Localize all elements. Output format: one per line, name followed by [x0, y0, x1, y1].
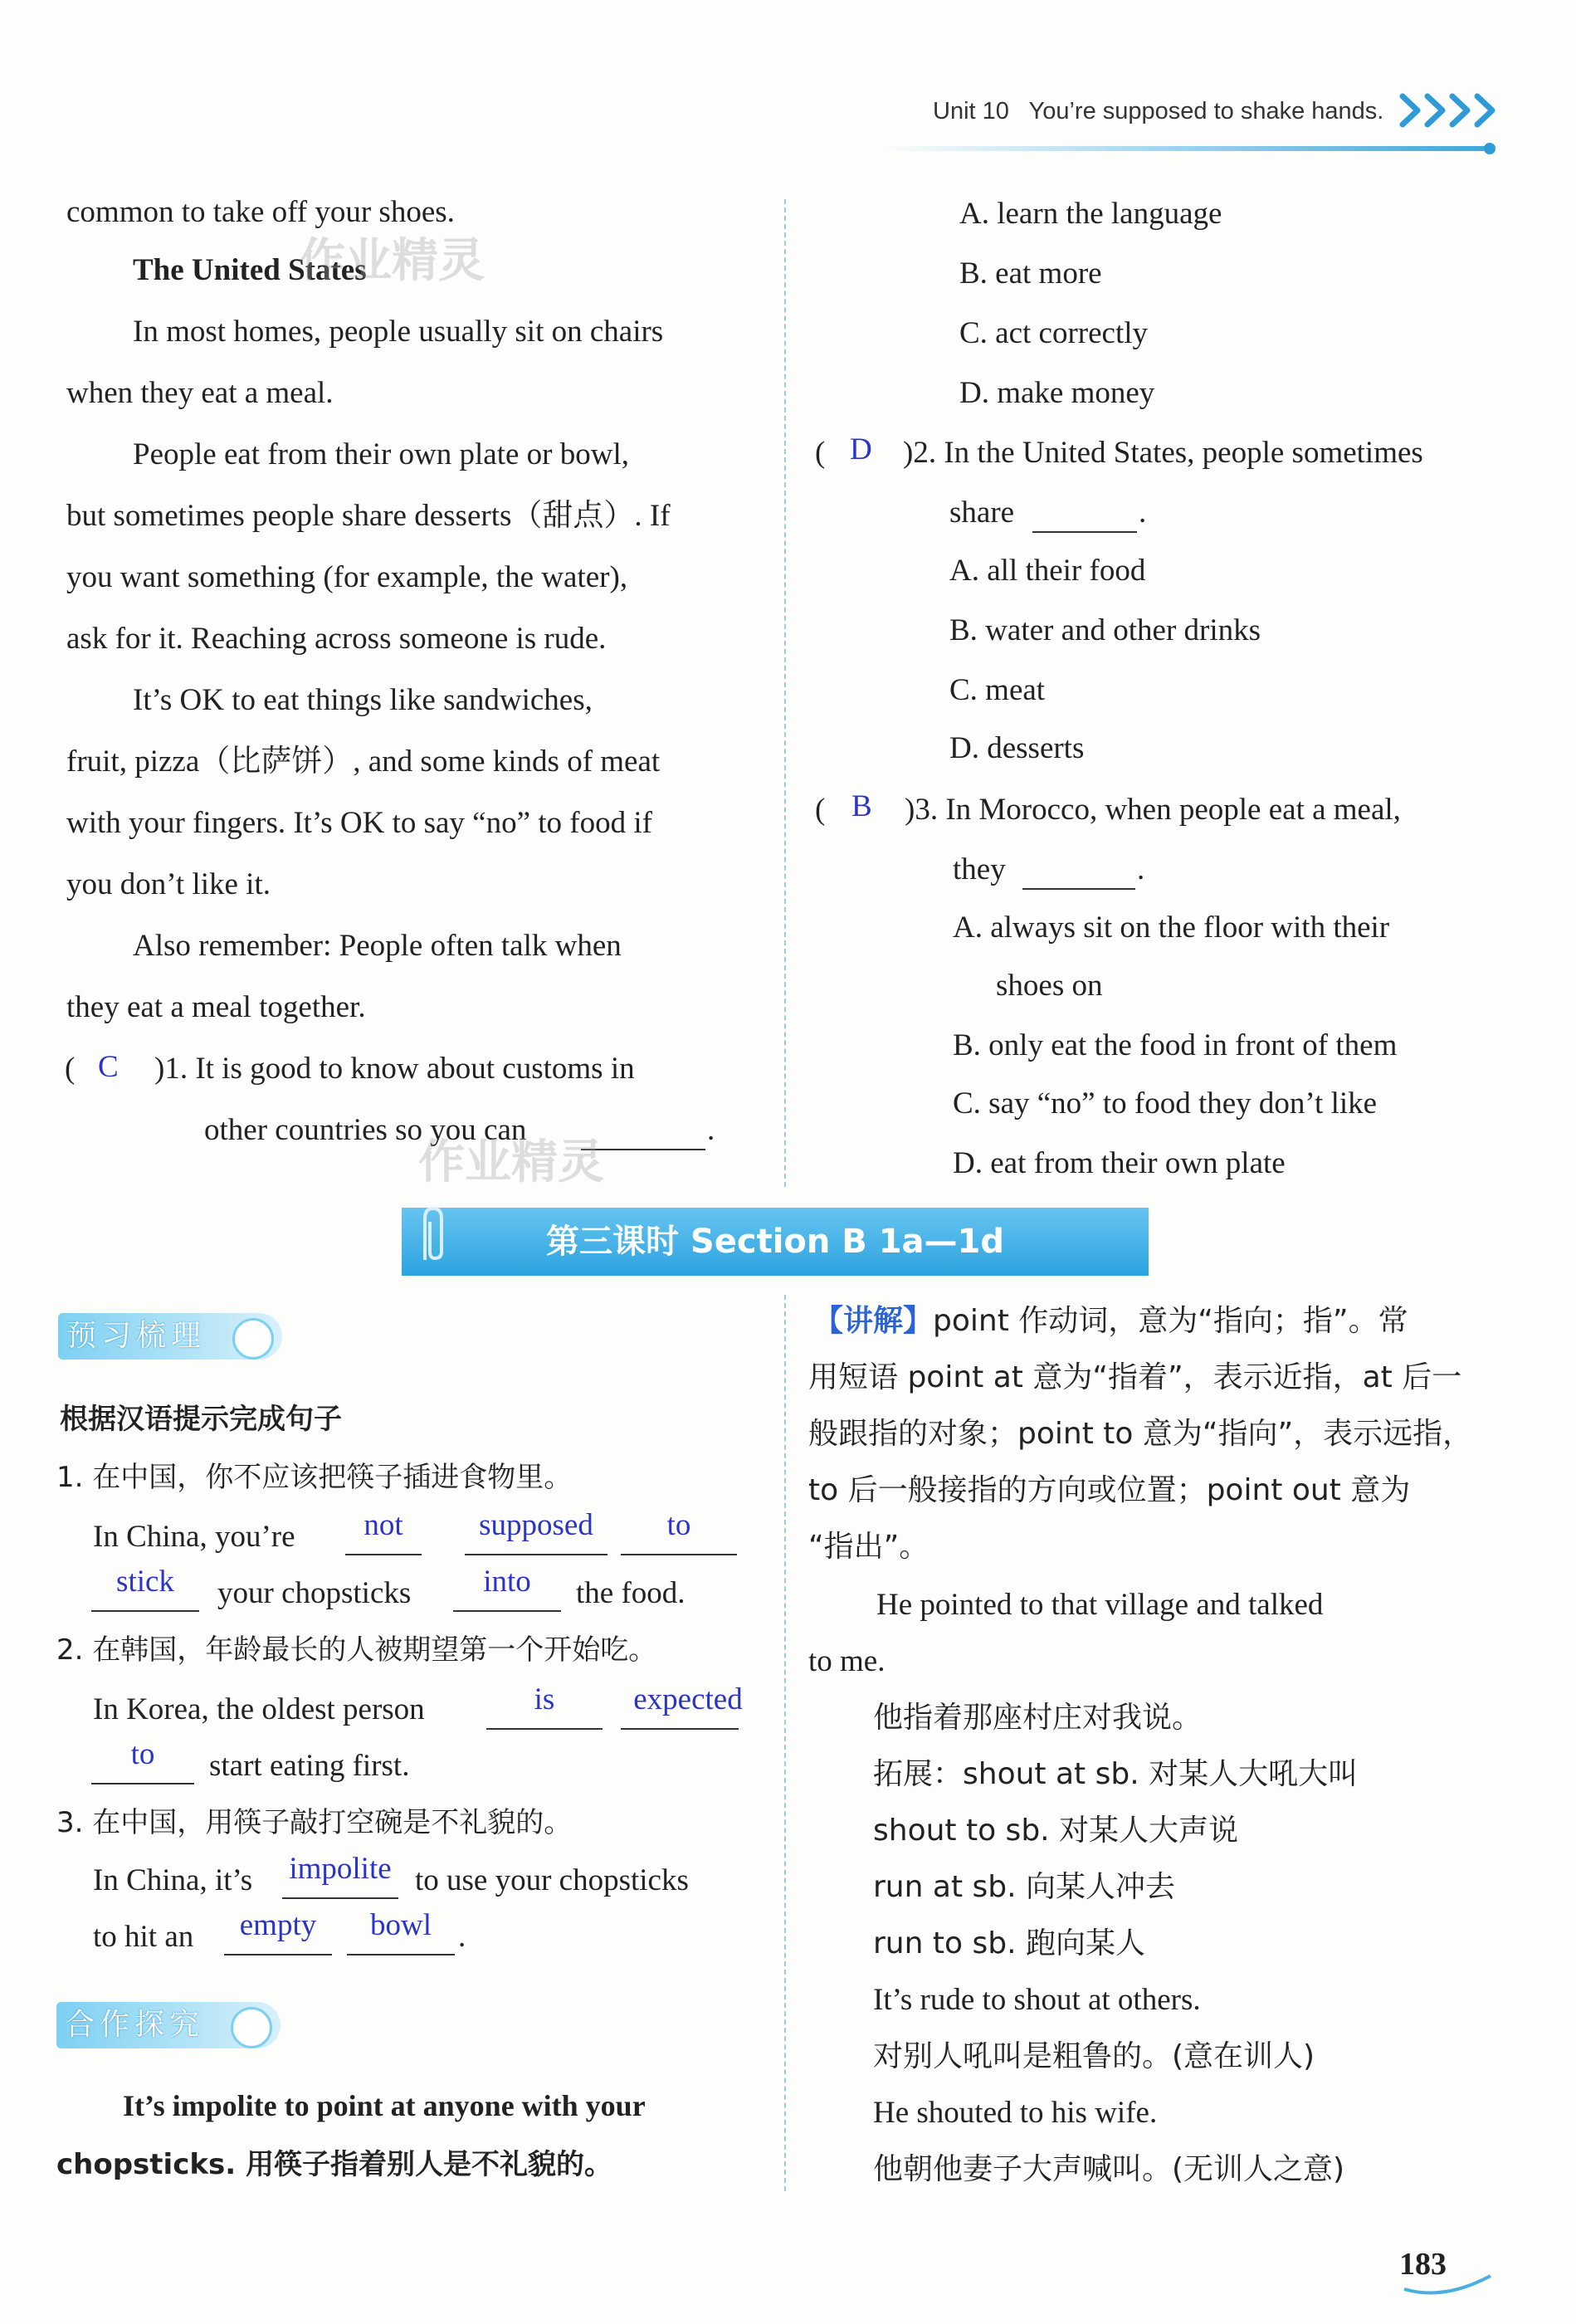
fill-blank — [621, 1554, 737, 1555]
answer-blank — [1022, 888, 1135, 890]
lesson-banner — [402, 1208, 1149, 1276]
reading-line: they eat a meal together. — [66, 990, 366, 1024]
key-sentence: It’s impolite to point at anyone with your — [123, 2089, 646, 2122]
fill-answer: to — [130, 1737, 155, 1771]
header-rule — [880, 146, 1494, 151]
option: A. always sit on the floor with their — [953, 911, 1390, 945]
question-3-text-line2: they — [953, 852, 1006, 886]
section-heading: The United States — [133, 253, 367, 287]
sentence-2-text: start eating first. — [209, 1749, 410, 1783]
preview-tag-label: 预习梳理 — [66, 1319, 207, 1353]
reading-line: you want something (for example, the water), — [66, 560, 628, 594]
sentence-3-text: to use your chopsticks — [415, 1863, 689, 1897]
preview-tag — [58, 1313, 282, 1360]
reading-line: but sometimes people share desserts（甜点）. If — [66, 499, 671, 533]
fill-blank — [91, 1783, 194, 1784]
reading-line: when they eat a meal. — [66, 376, 334, 410]
option: D. make money — [959, 376, 1155, 410]
sentence-1-chinese: 1. 在中国，你不应该把筷子插进食物里。 — [56, 1461, 573, 1494]
sentence-2-text: In Korea, the oldest person — [93, 1692, 425, 1726]
fill-answer: into — [483, 1565, 531, 1599]
fill-blank — [347, 1954, 455, 1955]
sentence-3-chinese: 3. 在中国，用筷子敲打空碗是不礼貌的。 — [56, 1806, 573, 1839]
option: D. desserts — [949, 731, 1085, 765]
question-2-answer: D — [850, 432, 872, 466]
unit-label: Unit 10 — [933, 98, 1009, 124]
question-2-end: . — [1139, 496, 1147, 530]
explore-tag-label: 合作探究 — [65, 2008, 205, 2042]
fill-blank — [453, 1610, 561, 1612]
sentence-3-text: In China, it’s — [93, 1863, 253, 1897]
fill-blank — [224, 1954, 332, 1955]
question-3-answer: B — [851, 789, 872, 823]
reading-line: It’s OK to eat things like sandwiches, — [133, 683, 593, 717]
fill-blank — [282, 1897, 398, 1899]
fill-blank — [486, 1728, 603, 1730]
explain-line: 般跟指的对象；point to 意为“指向”，表示远指， — [808, 1417, 1473, 1451]
question-2-text-line2: share — [949, 496, 1015, 530]
column-divider-top — [784, 199, 786, 1187]
fill-answer: supposed — [479, 1508, 593, 1542]
extension-line: shout to sb. 对某人大声说 — [873, 1814, 1239, 1848]
reading-line: fruit, pizza（比萨饼）, and some kinds of meat — [66, 745, 661, 779]
explain-line: 用短语 point at 意为“指着”，表示近指，at 后一 — [808, 1360, 1462, 1394]
explore-tag — [56, 2002, 281, 2048]
question-1-end: . — [707, 1113, 715, 1147]
paperclip-icon — [415, 1202, 448, 1268]
example-sentence: to me. — [808, 1644, 886, 1678]
explain-line: to 后一般接指的方向或位置；point out 意为 — [808, 1473, 1411, 1507]
extension-line: run at sb. 向某人冲去 — [873, 1870, 1175, 1904]
option: A. all their food — [949, 554, 1146, 588]
question-1-text-line2: other countries so you can — [204, 1113, 527, 1147]
option: C. act correctly — [959, 316, 1149, 350]
sentence-3-text: to hit an — [93, 1920, 194, 1954]
question-1-text: )1. It is good to know about customs in — [154, 1052, 635, 1086]
fill-answer: is — [534, 1682, 555, 1716]
fill-answer: to — [666, 1508, 691, 1542]
chevrons-icon — [1396, 90, 1504, 131]
fill-blank — [465, 1554, 607, 1555]
header-rule-dot — [1484, 143, 1495, 154]
explain-line: 【讲解】point 作动词，意为“指向；指”。常 — [813, 1304, 1408, 1338]
fill-answer: impolite — [289, 1852, 392, 1886]
extension-line: 拓展：shout at sb. 对某人大吼大叫 — [873, 1757, 1359, 1791]
option: C. meat — [949, 673, 1046, 707]
leaf-badge-icon — [232, 1318, 274, 1360]
question-3-text: )3. In Morocco, when people eat a meal, — [905, 793, 1401, 827]
example-sentence: It’s rude to shout at others. — [873, 1983, 1201, 2017]
fill-answer: stick — [116, 1565, 174, 1599]
fill-blank — [621, 1728, 739, 1730]
reading-line: ask for it. Reaching across someone is rude. — [66, 622, 607, 656]
sentence-2-chinese: 2. 在韩国，年龄最长的人被期望第一个开始吃。 — [56, 1633, 657, 1667]
question-2-text: )2. In the United States, people sometimes — [903, 436, 1423, 470]
fill-blank — [345, 1554, 422, 1555]
column-divider-bottom — [784, 1295, 786, 2191]
option: B. only eat the food in front of them — [953, 1028, 1398, 1062]
fill-answer: bowl — [370, 1908, 432, 1942]
option: C. say “no” to food they don’t like — [953, 1086, 1378, 1120]
question-1-paren: ( — [65, 1052, 76, 1086]
fill-answer: not — [364, 1508, 403, 1542]
fill-blank — [91, 1610, 199, 1612]
answer-blank — [1032, 531, 1137, 533]
unit-title: You’re supposed to shake hands. — [1028, 98, 1384, 124]
reading-line: Also remember: People often talk when — [133, 929, 622, 963]
question-2-paren: ( — [815, 436, 826, 470]
fill-answer: empty — [239, 1908, 317, 1942]
running-header — [933, 98, 1383, 125]
reading-line: People eat from their own plate or bowl, — [133, 437, 629, 471]
option: D. eat from their own plate — [953, 1146, 1286, 1180]
example-translation: 他朝他妻子大声喊叫。(无训人之意) — [873, 2152, 1345, 2186]
reading-line: you don’t like it. — [66, 867, 271, 901]
example-translation: 对别人吼叫是粗鲁的。(意在训人) — [873, 2039, 1315, 2073]
page-swoosh-icon — [1403, 2273, 1494, 2297]
exercise-instruction: 根据汉语提示完成句子 — [60, 1403, 342, 1436]
page-number: 183 — [1399, 2247, 1447, 2282]
question-1-answer: C — [98, 1050, 119, 1084]
lesson-banner-title: 第三课时 Section B 1a—1d — [546, 1223, 1004, 1261]
sentence-3-end: . — [458, 1920, 466, 1954]
explain-line: “指出”。 — [808, 1530, 929, 1564]
option: A. learn the language — [959, 197, 1222, 231]
option: B. water and other drinks — [949, 613, 1261, 647]
sentence-1-text: In China, you’re — [93, 1520, 295, 1554]
reading-line: In most homes, people usually sit on chairs — [133, 315, 664, 349]
leaf-badge-icon — [231, 2007, 272, 2048]
reading-line: with your fingers. It’s OK to say “no” to food if — [66, 806, 652, 840]
extension-line: run to sb. 跑向某人 — [873, 1926, 1145, 1960]
example-translation: 他指着那座村庄对我说。 — [873, 1701, 1203, 1735]
example-sentence: He shouted to his wife. — [873, 2096, 1158, 2130]
sentence-1-text: the food. — [576, 1576, 686, 1610]
reading-line: common to take off your shoes. — [66, 195, 455, 229]
watermark: 作业精灵 — [418, 1135, 604, 1189]
fill-answer: expected — [633, 1682, 743, 1716]
example-sentence: He pointed to that village and talked — [876, 1588, 1324, 1622]
sentence-1-text: your chopsticks — [217, 1576, 412, 1610]
explain-label: 【讲解】 — [813, 1304, 934, 1338]
watermark: 作业精灵 — [299, 234, 485, 288]
option-continued: shoes on — [996, 969, 1103, 1003]
option: B. eat more — [959, 256, 1102, 290]
question-3-end: . — [1137, 852, 1145, 886]
key-sentence: chopsticks. 用筷子指着别人是不礼貌的。 — [56, 2148, 612, 2181]
question-3-paren: ( — [815, 793, 826, 827]
